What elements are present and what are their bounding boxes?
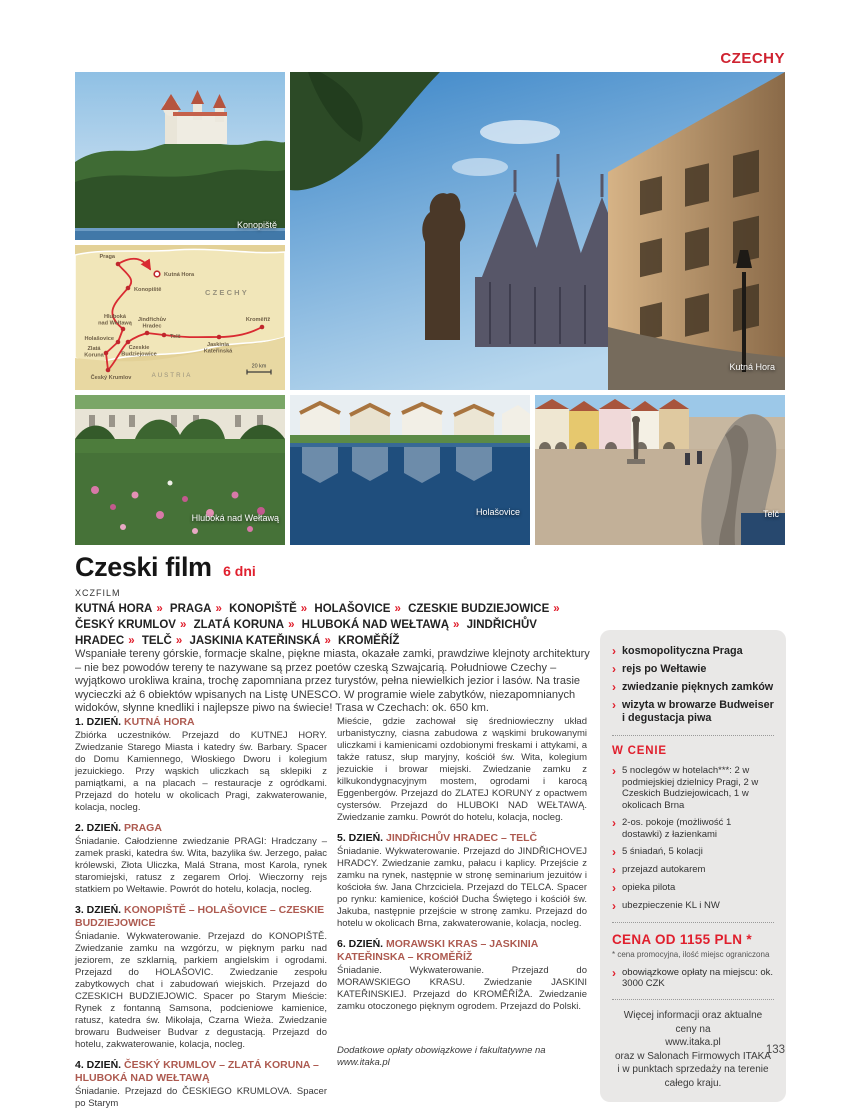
route-stop: KROMĚŘÍŽ [338,635,400,647]
photo-kutna-hora [290,72,785,390]
kutna-hora-photo-art [290,72,785,390]
more-info-line: oraz w Salonach Firmowych ITAKA [615,1050,771,1062]
chevron-icon: › [612,816,616,830]
photo-caption-kutna-hora: Kutná Hora [729,362,775,372]
day4-continuation: Mieście, gdzie zachował się średniowieczny układ urbanistyczny, ciasna zabudowa z wąskimi brukowanymi uliczkami i kamienicami ozdobionymi freskami i attykami, a także ratusz, słup maryjny, kościół św. Wita, kolegium jezuickie i browar miejski. Zwiedzanie zamku z kilkukondygnacyjnym mostem, ogrodami i karocą Eggenbergów. Przejazd do ZLATEJ KORUNY z opactwem cystersów. Przejazd do HLUBOKI NAD WEŁTAWĄ. Zwiedzanie zamku. Powrót do hotelu, kolacja, nocleg. [337,716,587,823]
route-separator: » [288,619,295,631]
photo-konopiste [75,72,285,240]
price-label: CENA OD 1155 PLN * [612,932,752,947]
svg-text:Praga: Praga [99,254,115,260]
chevron-icon: › [612,698,616,712]
route-stop: KUTNÁ HORA » [75,603,163,615]
chevron-icon: › [612,845,616,859]
photo-caption-telc: Telč [762,509,779,519]
svg-text:Holašovice: Holašovice [84,336,114,342]
route-stop: ČESKÝ KRUMLOV » [75,619,187,631]
day-title: ČESKÝ KRUMLOV – ZLATÁ KORUNA – HLUBOKÁ NAD WEŁTAWĄ [75,1059,319,1084]
more-info-line: Więcej informacji oraz aktualne ceny na [623,1010,763,1035]
chevron-icon: › [612,881,616,895]
route-stop: HLUBOKÁ NAD WEŁTAWĄ » [301,619,460,631]
route-separator: » [300,603,308,615]
route-stop: PRAGA » [169,603,222,615]
chevron-icon: › [612,662,616,676]
more-info-line: www.itaka.pl [665,1037,721,1048]
day-description: Śniadanie. Wykwaterowanie. Przejazd do JINDŘICHOVEJ HRADCY. Zwiedzanie zamku, pałacu i kaplicy. Przejście z zamku na rynek, następnie w stronę seminarium jezuitów i kościoła św. Jana Chrzciciela. Przejazd do TELCA. Spacer po rynku: kamienice, kościół Ducha Świętego i kościół św. Jakuba, następnie przejście w stronę zamku. Przejazd do hotelu w okolicach Brna, zakwaterowanie, kolacja, nocleg. [337,846,587,929]
route-separator: » [156,603,163,615]
tour-title: Czeski film [75,552,212,582]
price-disclaimer: * cena promocyjna, ilość miejsc ograniczona [612,950,770,959]
chevron-icon: › [612,644,616,658]
itinerary-day [337,832,587,930]
route-stop: JASKINIA KATEŘINSKÁ » [189,635,331,647]
svg-text:Telč: Telč [170,334,181,340]
included-item: › 5 śniadań, 5 kolacji [612,845,703,859]
map-neighbor-label: AUSTRIA [151,372,193,379]
day-description: Śniadanie. Przejazd do ČESKIEGO KRUMLOVA. Spacer po Starym [75,1086,327,1109]
local-fees-text: obowiązkowe opłaty na miejscu: ok. 3000 CZK [622,967,774,989]
dotted-divider [612,735,774,736]
tour-route [75,601,592,649]
route-separator: » [453,619,460,631]
day-description: Śniadanie. Wykwaterowanie. Przejazd do MORAWSKIEGO KRASU. Zwiedzanie JASKINI KATEŘINSKIEJ. Przejazd do KROMĚŘÍŽA. Zwiedzanie zamku otoczonego pięknym ogrodem. Przejazd do Polski. [337,965,587,1012]
highlight-item: › zwiedzanie pięknych zamków [612,680,774,694]
included-item: › opieka pilota [612,881,676,895]
route-stop: ZLATÁ KORUNA » [193,619,295,631]
route-stop: HOLAŠOVICE » [314,603,401,615]
route-separator: » [324,635,331,647]
dotted-divider [612,999,774,1000]
itinerary-day [337,938,587,1013]
tour-duration: 6 dni [223,563,256,579]
route-map [75,245,285,390]
day-number: 5. DZIEŃ. [337,832,384,844]
svg-text:Kutná Hora: Kutná Hora [164,272,195,278]
chevron-icon: › [612,966,616,980]
svg-text:Hlubokánad Wełtawą: Hluboká nad Wełtawą [98,314,132,327]
route-separator: » [215,603,222,615]
itinerary-day [75,822,327,896]
route-separator: » [394,603,401,615]
day-title: KONOPIŠTĚ – HOLAŠOVICE – CZESKIE BUDZIEJOWICE [75,904,325,929]
tour-intro: Wspaniałe tereny górskie, formacje skalne, piękne miasta, okazałe zamki, prawdziwe klejnoty architektury – nie bez powodów tereny te nazywane są przez poetów czeską Szwajcarią. Południowe Czechy – wyjątkowo urokliwa kraina, trochę zapomniana przez turystów, pełna niewielkich jezior i lasów. Na trasie wycieczki aż 6 obiektów wpisanych na Listę UNESCO. W programie wiele zabytków, niezapomnianych widoków, słynne knedliki i najlepsze piwo na świecie! Trasa w Czechach: ok. 650 km. [75,648,590,714]
photo-caption-holasovice: Holašovice [475,507,520,517]
included-list [612,765,774,912]
photo-telc [535,395,785,545]
extra-fees-note: Dodatkowe opłaty obowiązkowe i fakultatywne na www.itaka.pl [337,1045,546,1068]
svg-text:Konopiště: Konopiště [134,287,162,293]
route-stop: TELČ » [141,635,183,647]
tour-title-row [75,552,590,583]
offer-sidebar [600,630,786,1102]
included-header: W CENIE [612,745,667,757]
chevron-icon: › [612,899,616,913]
day-title: PRAGA [124,822,162,834]
photo-caption-konopiste: Konopiště [236,220,277,230]
chevron-icon: › [612,863,616,877]
day-title: JINDŘICHŮV HRADEC – TELČ [386,832,538,844]
photo-holasovice [290,395,530,545]
svg-text:Český Krumlov: Český Krumlov [90,375,132,381]
holasovice-photo-art [290,395,530,545]
itinerary-column-2 [337,716,587,1079]
included-item: › ubezpieczenie KL i NW [612,899,720,913]
itinerary-day [75,904,327,1051]
chevron-icon: › [612,764,616,778]
telc-photo-art [535,395,785,545]
day-description: Śniadanie. Wykwaterowanie. Przejazd do KONOPIŠTĚ. Zwiedzanie zamku na wzgórzu, w pięknym parku nad jeziorem, ze szklarnią, parkiem angielskim i ogrodami. Przejazd do HOLAŠOVIC. Zwiedzanie zespołu zabytkowych chat i zabudowań wiejskich. Przejazd do CZESKICH BUDZIEJOWIC. Spacer po Starym Mieście: Rynek z fontanną Samsona, podcieniowe kamienice, ratusz, katedra św. Mikołaja, Czarna Wieża. Zwiedzanie browaru Budweiser Budvar z degustacją. Przejazd do hotelu, zakwaterowanie, kolacja, nocleg. [75,931,327,1050]
page-number: 133 [765,1044,785,1056]
tour-code: XCZFILM [75,588,121,598]
local-fees-item [612,967,774,989]
included-item: › przejazd autokarem [612,863,706,877]
svg-text:JaskiniaKateřinská: Jaskinia Kateřinská [203,342,233,355]
route-separator: » [553,603,560,615]
included-item: › 5 noclegów w hotelach***: 2 w podmiejskiej dzielnicy Pragi, 2 w Czeskich Budziejowicach, 1 w okolicach Brna [612,764,759,811]
route-separator: » [179,619,187,631]
day-number: 6. DZIEŃ. [337,938,384,950]
route-stop: KONOPIŠTĚ » [229,603,308,615]
photo-caption-hluboka: Hluboká nad Wełtawą [191,513,279,523]
svg-text:Kroměříž: Kroměříž [245,317,271,323]
route-stop: CZESKIE BUDZIEJOWICE » [408,603,560,615]
day-number: 1. DZIEŃ. [75,716,122,728]
day-description: Zbiórka uczestników. Przejazd do KUTNEJ HORY. Zwiedzanie Starego Miasta i katedry św. Barbary. Spacer do Domu Kamiennego, Włoskiego Dworu i kolegium jezuickiego. Przy wąskich uliczkach są sklepiki z pamiątkami, a na placach – restauracje z ogródkami. Przejazd do hotelu w okolicach Pragi, zakwaterowanie, kolacja, nocleg. [75,730,327,813]
day-number: 2. DZIEŃ. [75,822,122,834]
route-separator: » [175,635,183,647]
highlight-item: › wizyta w browarze Budweiser i degustacja piwa [612,698,774,724]
day-number: 4. DZIEŃ. [75,1059,122,1071]
itinerary-day [75,1059,327,1110]
included-item: › 2-os. pokoje (możliwość 1 dostawki) z łazienkami [612,816,732,840]
more-info-line: i w punktach sprzedaży na terenie [617,1064,769,1075]
route-map-svg [75,245,285,390]
tour-highlights [612,645,774,725]
svg-text:ZlatáKoruna: Zlatá Koruna [84,346,104,359]
map-country-label: CZECHY [204,288,250,297]
route-separator: » [128,635,135,647]
photo-hluboka [75,395,285,545]
itinerary-column-1 [75,716,327,1110]
chevron-icon: › [612,680,616,694]
itinerary-day [75,716,327,814]
map-scale-label: 20 km [251,363,267,370]
day-description: Śniadanie. Całodzienne zwiedzanie PRAGI: Hradczany – zamek praski, katedra św. Wita, bazylika św. Jerzego, pałac królewski, Złota Uliczka, Malá Strana, most Karola, rynek staromiejski, ratusz z zegarem Orloj. Wieczorny rejs statkiem po Wełtawie. Powrót do hotelu, kolacja, nocleg. [75,836,327,895]
svg-text:CzeskieBudziejowice: Czeskie Budziejowice [121,345,157,358]
dotted-divider [612,922,774,923]
konopiste-photo-art [75,72,285,240]
day-title: KUTNÁ HORA [124,716,195,728]
highlight-item: › kosmopolityczna Praga [612,644,743,658]
route-stop: JINDŘICHŮV HRADEC » [75,619,537,647]
highlight-item: › rejs po Wełtawie [612,662,707,676]
day-number: 3. DZIEŃ. [75,904,122,916]
itinerary-column-2-days [337,832,587,1013]
day-title: MORAWSKI KRAS – JASKINIA KATEŘINSKA – KROMĚŘÍŽ [337,938,538,963]
more-info-line: całego kraju. [664,1077,722,1089]
page-title: CZECHY [720,50,785,67]
svg-text:JindřichůvHradec: Jindřichův Hradec [137,317,167,330]
